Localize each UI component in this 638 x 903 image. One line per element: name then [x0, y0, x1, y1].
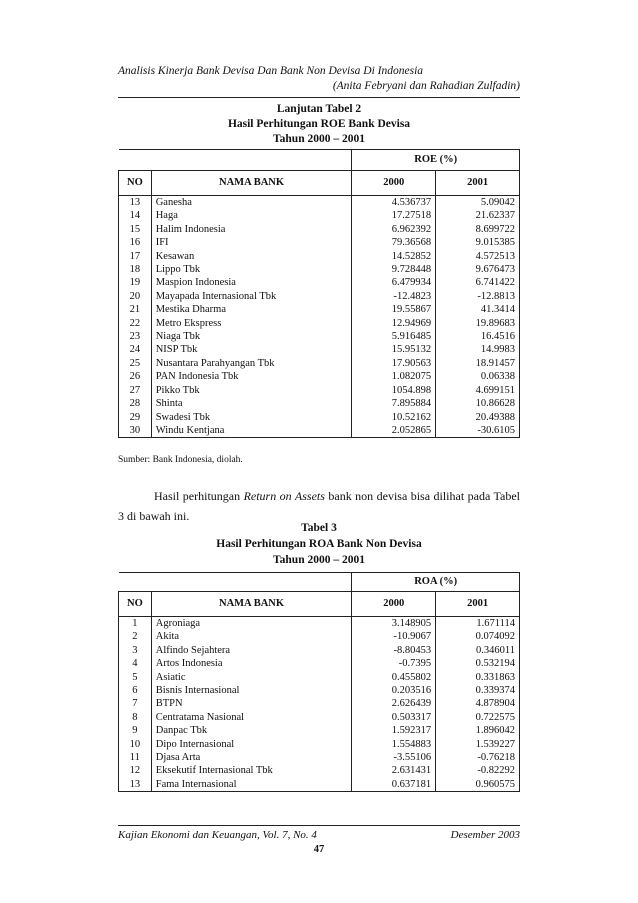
table3-group-header: ROA (%) [352, 573, 520, 592]
row-no: 28 [119, 397, 152, 410]
table-row [119, 343, 520, 356]
row-value-2000: 6.962392 [352, 223, 436, 236]
body-paragraph [118, 486, 520, 526]
table-row [119, 196, 520, 210]
row-value-2001: 0.346011 [436, 644, 520, 657]
table2-col-name: NAMA BANK [151, 171, 352, 196]
table3-caption: Tabel 3 [301, 522, 337, 534]
table2-caption: Lanjutan Tabel 2 [276, 103, 362, 115]
row-no: 13 [119, 778, 152, 792]
row-bank-name: Djasa Arta [151, 751, 352, 764]
row-bank-name: Halim Indonesia [151, 223, 352, 236]
row-no: 19 [119, 276, 152, 289]
row-value-2000: 15.95132 [352, 343, 436, 356]
table-row [119, 317, 520, 330]
row-value-2001: 19.89683 [436, 317, 520, 330]
table3-col-name: NAMA BANK [151, 592, 352, 617]
row-value-2001: -0.76218 [436, 751, 520, 764]
table3-col-2001: 2001 [436, 592, 520, 617]
running-header-authors: (Anita Febryani dan Rahadian Zulfadin) [332, 80, 520, 92]
row-no: 14 [119, 209, 152, 222]
table-row [119, 236, 520, 249]
table-row [119, 411, 520, 424]
table-row [119, 764, 520, 777]
row-value-2000: 19.55867 [352, 303, 436, 316]
table-row [119, 644, 520, 657]
row-value-2001: 0.331863 [436, 671, 520, 684]
paragraph-emphasis: Return on Assets [243, 489, 325, 503]
row-no: 7 [119, 697, 152, 710]
row-bank-name: Dipo Internasional [151, 738, 352, 751]
row-value-2001: 4.699151 [436, 384, 520, 397]
table3-title: Hasil Perhitungan ROA Bank Non Devisa [216, 538, 422, 550]
row-bank-name: Bisnis Internasional [151, 684, 352, 697]
row-no: 3 [119, 644, 152, 657]
row-bank-name: Centratama Nasional [151, 711, 352, 724]
header-divider [118, 97, 520, 98]
row-value-2001: 6.741422 [436, 276, 520, 289]
table3-col-no: NO [119, 592, 152, 617]
table2-roe [118, 149, 520, 438]
row-value-2000: 7.895884 [352, 397, 436, 410]
row-no: 5 [119, 671, 152, 684]
row-value-2000: 5.916485 [352, 330, 436, 343]
table-row [119, 397, 520, 410]
paragraph-text-after: bank non devisa bisa dilihat pada Tabel 3 di bawah ini. [118, 489, 520, 523]
row-value-2000: 14.52852 [352, 250, 436, 263]
table-row [119, 697, 520, 710]
row-value-2000: 2.631431 [352, 764, 436, 777]
row-value-2000: -10.9067 [352, 630, 436, 643]
row-value-2001: 4.572513 [436, 250, 520, 263]
row-value-2001: -12.8813 [436, 290, 520, 303]
table3-roa [118, 572, 520, 792]
row-value-2000: 0.455802 [352, 671, 436, 684]
row-value-2001: 0.722575 [436, 711, 520, 724]
row-value-2001: 0.532194 [436, 657, 520, 670]
row-value-2000: 1054.898 [352, 384, 436, 397]
row-no: 24 [119, 343, 152, 356]
row-value-2001: 0.074092 [436, 630, 520, 643]
row-value-2001: 0.06338 [436, 370, 520, 383]
row-value-2000: 9.728448 [352, 263, 436, 276]
table-row [119, 738, 520, 751]
row-value-2000: 0.203516 [352, 684, 436, 697]
table-row [119, 303, 520, 316]
table3-body [119, 617, 520, 792]
table-row [119, 671, 520, 684]
row-no: 2 [119, 630, 152, 643]
row-value-2000: 4.536737 [352, 196, 436, 210]
row-value-2001: 41.3414 [436, 303, 520, 316]
row-no: 27 [119, 384, 152, 397]
row-no: 8 [119, 711, 152, 724]
row-bank-name: Kesawan [151, 250, 352, 263]
row-no: 17 [119, 250, 152, 263]
row-value-2001: 5.09042 [436, 196, 520, 210]
table2-body [119, 196, 520, 438]
row-value-2000: 2.052865 [352, 424, 436, 438]
row-value-2001: 1.539227 [436, 738, 520, 751]
row-value-2001: -30.6105 [436, 424, 520, 438]
footer-date: Desember 2003 [450, 829, 520, 841]
row-value-2000: 12.94969 [352, 317, 436, 330]
row-bank-name: Ganesha [151, 196, 352, 210]
row-value-2001: 0.960575 [436, 778, 520, 792]
row-bank-name: Metro Ekspress [151, 317, 352, 330]
row-bank-name: Lippo Tbk [151, 263, 352, 276]
row-no: 26 [119, 370, 152, 383]
row-bank-name: Akita [151, 630, 352, 643]
row-no: 9 [119, 724, 152, 737]
row-value-2001: 10.86628 [436, 397, 520, 410]
table2-col-2000: 2000 [352, 171, 436, 196]
running-header-title: Analisis Kinerja Bank Devisa Dan Bank Non Devisa Di Indonesia [118, 65, 424, 77]
row-bank-name: Alfindo Sejahtera [151, 644, 352, 657]
row-value-2001: 9.015385 [436, 236, 520, 249]
table-row [119, 370, 520, 383]
table-row [119, 711, 520, 724]
row-value-2001: 16.4516 [436, 330, 520, 343]
row-value-2000: 79.36568 [352, 236, 436, 249]
footer-divider [118, 825, 520, 826]
page-number: 47 [313, 844, 325, 855]
row-value-2001: 4.878904 [436, 697, 520, 710]
row-value-2000: 17.27518 [352, 209, 436, 222]
row-no: 15 [119, 223, 152, 236]
table3-period: Tahun 2000 – 2001 [273, 554, 365, 566]
table-row [119, 424, 520, 438]
row-bank-name: IFI [151, 236, 352, 249]
table2-period: Tahun 2000 – 2001 [273, 133, 365, 145]
table-row [119, 223, 520, 236]
table-row [119, 751, 520, 764]
row-value-2001: 1.896042 [436, 724, 520, 737]
row-no: 18 [119, 263, 152, 276]
row-bank-name: Haga [151, 209, 352, 222]
row-bank-name: Mayapada Internasional Tbk [151, 290, 352, 303]
row-no: 1 [119, 617, 152, 631]
table2-group-header: ROE (%) [352, 150, 520, 171]
table2-col-no: NO [119, 171, 152, 196]
row-bank-name: Nusantara Parahyangan Tbk [151, 357, 352, 370]
row-no: 23 [119, 330, 152, 343]
table-row [119, 276, 520, 289]
row-bank-name: PAN Indonesia Tbk [151, 370, 352, 383]
row-no: 25 [119, 357, 152, 370]
row-bank-name: Mestika Dharma [151, 303, 352, 316]
footer-journal: Kajian Ekonomi dan Keuangan, Vol. 7, No. 4 [118, 829, 317, 841]
row-bank-name: Pikko Tbk [151, 384, 352, 397]
table-row [119, 263, 520, 276]
table2-source-note: Sumber: Bank Indonesia, diolah. [118, 455, 243, 465]
table-row [119, 724, 520, 737]
table2-col-2001: 2001 [436, 171, 520, 196]
row-value-2000: 1.554883 [352, 738, 436, 751]
table-row [119, 330, 520, 343]
table3-col-2000: 2000 [352, 592, 436, 617]
table2-title: Hasil Perhitungan ROE Bank Devisa [227, 118, 411, 130]
row-bank-name: Maspion Indonesia [151, 276, 352, 289]
row-bank-name: Agroniaga [151, 617, 352, 631]
row-bank-name: Niaga Tbk [151, 330, 352, 343]
row-value-2000: 2.626439 [352, 697, 436, 710]
row-value-2000: 1.082075 [352, 370, 436, 383]
row-value-2001: 1.671114 [436, 617, 520, 631]
row-value-2000: 3.148905 [352, 617, 436, 631]
row-no: 16 [119, 236, 152, 249]
table-row [119, 357, 520, 370]
row-bank-name: Artos Indonesia [151, 657, 352, 670]
table-row [119, 209, 520, 222]
row-no: 13 [119, 196, 152, 210]
row-bank-name: Swadesi Tbk [151, 411, 352, 424]
table-row [119, 630, 520, 643]
row-no: 11 [119, 751, 152, 764]
row-value-2000: 0.503317 [352, 711, 436, 724]
row-value-2000: 17.90563 [352, 357, 436, 370]
row-no: 6 [119, 684, 152, 697]
row-value-2000: 6.479934 [352, 276, 436, 289]
table-row [119, 657, 520, 670]
row-value-2000: -3.55106 [352, 751, 436, 764]
table-row [119, 250, 520, 263]
row-value-2000: -0.7395 [352, 657, 436, 670]
row-bank-name: Shinta [151, 397, 352, 410]
table-row [119, 290, 520, 303]
row-bank-name: Eksekutif Internasional Tbk [151, 764, 352, 777]
row-value-2001: 9.676473 [436, 263, 520, 276]
table-row [119, 778, 520, 792]
row-bank-name: BTPN [151, 697, 352, 710]
row-no: 22 [119, 317, 152, 330]
row-value-2000: 1.592317 [352, 724, 436, 737]
row-bank-name: Danpac Tbk [151, 724, 352, 737]
paragraph-text-before: Hasil perhitungan [154, 489, 244, 503]
row-no: 20 [119, 290, 152, 303]
row-value-2000: 0.637181 [352, 778, 436, 792]
table-row [119, 617, 520, 631]
row-value-2000: -12.4823 [352, 290, 436, 303]
row-value-2001: 14.9983 [436, 343, 520, 356]
row-value-2001: -0.82292 [436, 764, 520, 777]
row-value-2001: 21.62337 [436, 209, 520, 222]
row-value-2001: 18.91457 [436, 357, 520, 370]
row-value-2001: 0.339374 [436, 684, 520, 697]
row-bank-name: NISP Tbk [151, 343, 352, 356]
row-value-2001: 20.49388 [436, 411, 520, 424]
table-row [119, 684, 520, 697]
row-no: 12 [119, 764, 152, 777]
row-value-2001: 8.699722 [436, 223, 520, 236]
row-no: 4 [119, 657, 152, 670]
table-row [119, 384, 520, 397]
row-value-2000: 10.52162 [352, 411, 436, 424]
row-bank-name: Windu Kentjana [151, 424, 352, 438]
row-no: 10 [119, 738, 152, 751]
row-bank-name: Asiatic [151, 671, 352, 684]
row-no: 30 [119, 424, 152, 438]
row-no: 21 [119, 303, 152, 316]
row-bank-name: Fama Internasional [151, 778, 352, 792]
row-no: 29 [119, 411, 152, 424]
row-value-2000: -8.80453 [352, 644, 436, 657]
